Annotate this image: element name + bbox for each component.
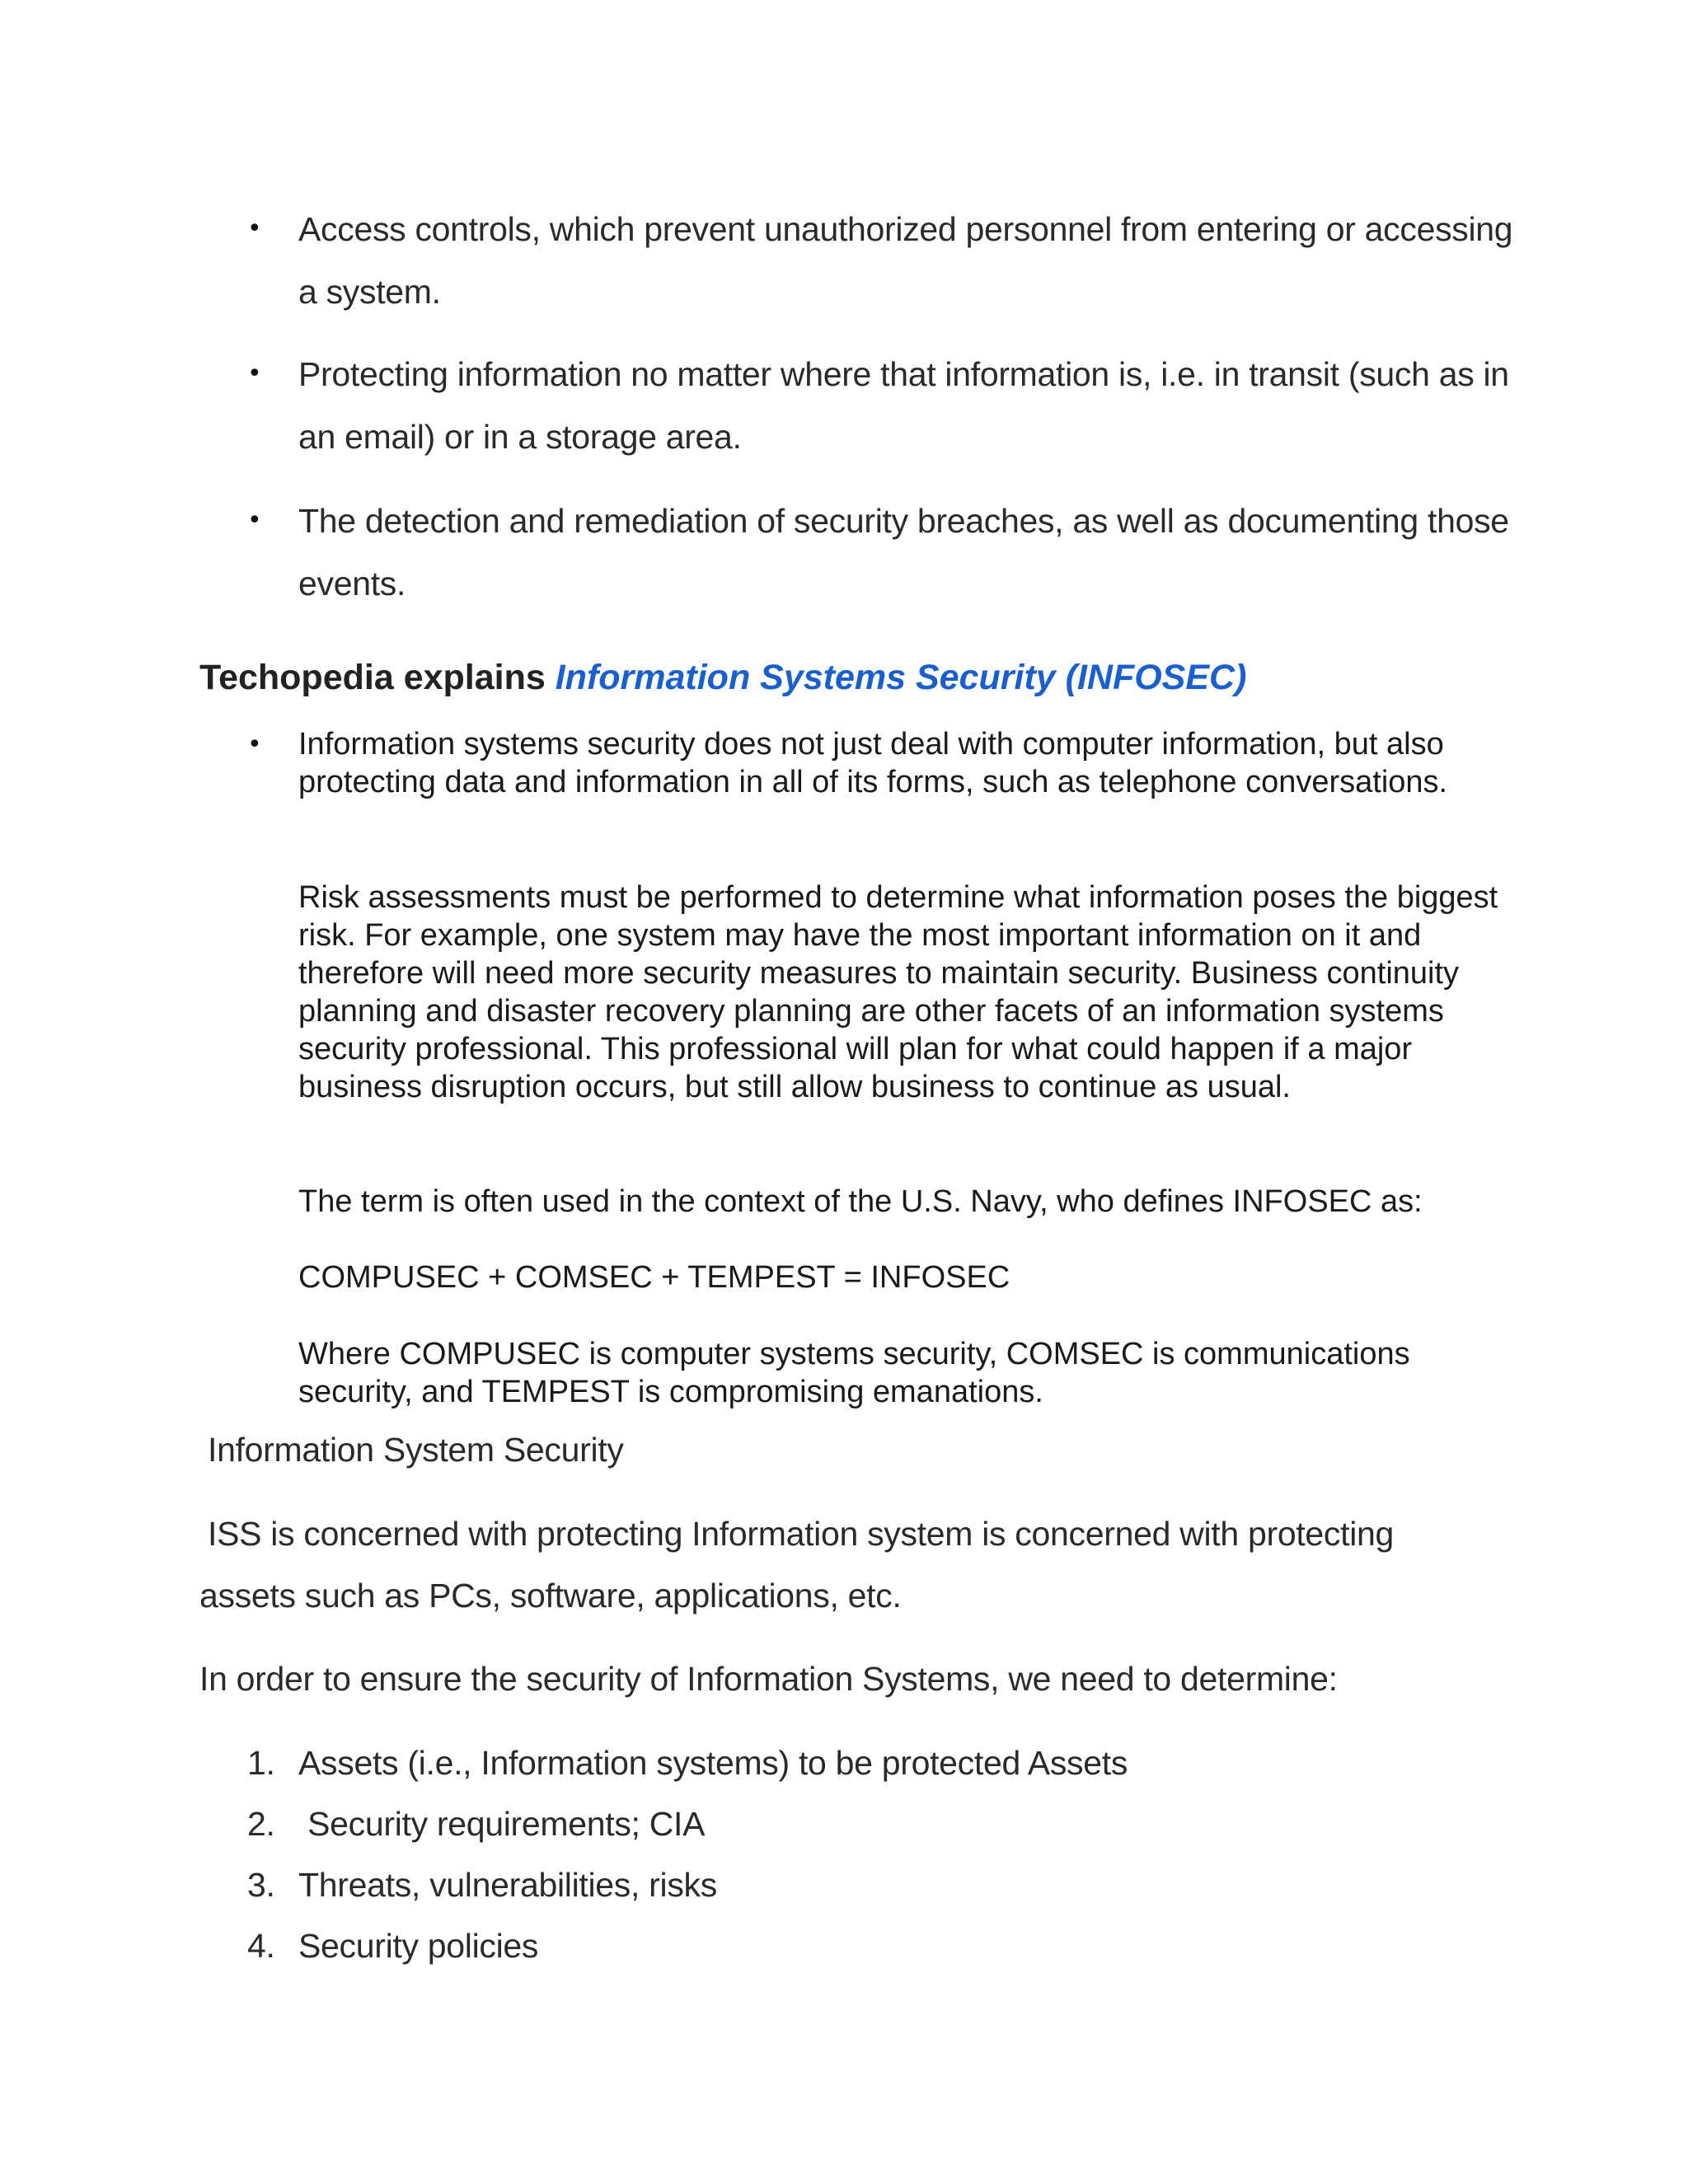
formula-text: COMPUSEC + COMSEC + TEMPEST = INFOSEC xyxy=(298,1260,1010,1295)
explain-paragraph: The term is often used in the context of the U.S. Navy, who defines INFOSEC as: xyxy=(298,1184,1423,1219)
bullet-icon: • xyxy=(247,730,262,759)
list-item xyxy=(198,490,1517,621)
bullet-icon: • xyxy=(247,506,262,535)
heading-prefix: Techopedia explains xyxy=(199,658,556,697)
item-text: Security requirements; CIA xyxy=(298,1805,706,1843)
list-item xyxy=(198,198,1517,330)
item-number: 2. xyxy=(247,1805,275,1843)
list-item xyxy=(198,725,1517,841)
bullet-text: The detection and remediation of security breaches, as well as documenting those events. xyxy=(298,502,1509,602)
numbered-item xyxy=(198,1744,1517,1807)
explain-paragraph: Where COMPUSEC is computer systems security, COMSEC is communications security, and TEMPEST is compromising emanations. xyxy=(298,1337,1410,1409)
item-text: Assets (i.e., Information systems) to be protected Assets xyxy=(298,1744,1128,1782)
list-item xyxy=(198,343,1517,475)
iss-title: Information System Security xyxy=(208,1431,624,1469)
bullet-text: Access controls, which prevent unauthorized personnel from entering or accessing a system. xyxy=(298,210,1513,311)
iss-paragraph-line: assets such as PCs, software, applications, etc. xyxy=(199,1577,902,1615)
numbered-item xyxy=(198,1927,1517,1990)
section-heading xyxy=(199,658,1601,698)
explain-paragraph: Risk assessments must be performed to determine what information poses the biggest risk. For example, one system may have the most important information on it and therefore will need more security measures to maintain security. Business continuity planning and disaster recovery planning are other facets of an information systems security professional. This professional will plan for what could happen if a major business disruption occurs, but still allow business to continue as usual. xyxy=(298,880,1498,1104)
bullet-icon: • xyxy=(247,214,262,243)
numbered-item xyxy=(198,1805,1517,1868)
numbered-item xyxy=(198,1866,1517,1929)
item-number: 3. xyxy=(247,1866,275,1904)
item-number: 1. xyxy=(247,1744,275,1782)
bullet-text: Protecting information no matter where that information is, i.e. in transit (such as in an email) or in a storage area. xyxy=(298,355,1509,456)
order-line: In order to ensure the security of Information Systems, we need to determine: xyxy=(199,1660,1338,1698)
item-text: Threats, vulnerabilities, risks xyxy=(298,1866,717,1904)
bullet-icon: • xyxy=(247,359,262,388)
explain-bullet-text: Information systems security does not just deal with computer information, but also protecting data and information in all of its forms, such as telephone conversations. xyxy=(298,727,1448,799)
item-number: 4. xyxy=(247,1927,275,1965)
heading-link[interactable]: Information Systems Security (INFOSEC) xyxy=(555,658,1247,697)
item-text: Security policies xyxy=(298,1927,539,1965)
iss-paragraph-line: ISS is concerned with protecting Information system is concerned with protecting xyxy=(208,1515,1395,1553)
